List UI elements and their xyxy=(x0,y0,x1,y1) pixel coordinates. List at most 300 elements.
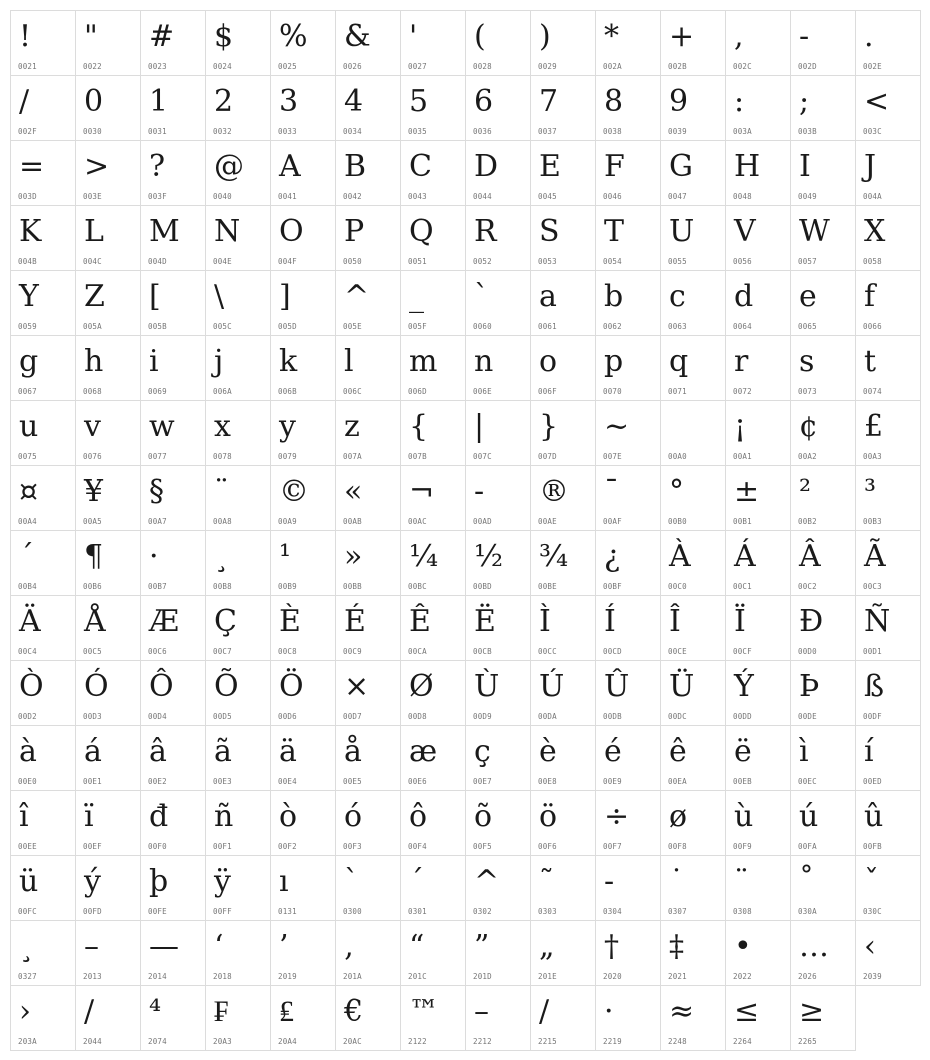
glyph-character: ‡ xyxy=(669,929,684,964)
unicode-code-label: 0037 xyxy=(538,127,557,136)
glyph-character: \ xyxy=(214,279,225,314)
glyph-cell[interactable] xyxy=(205,400,271,466)
glyph-cell[interactable] xyxy=(400,270,466,336)
glyph-cell[interactable] xyxy=(465,855,531,921)
unicode-code-label: 0028 xyxy=(473,62,492,71)
glyph-cell[interactable] xyxy=(855,270,921,336)
glyph-cell[interactable] xyxy=(140,790,206,856)
glyph-cell[interactable] xyxy=(205,790,271,856)
glyph-cell[interactable] xyxy=(660,75,726,141)
glyph-character: ` xyxy=(474,279,489,314)
glyph-cell[interactable] xyxy=(335,660,401,726)
glyph-cell[interactable] xyxy=(855,10,921,76)
glyph-cell[interactable] xyxy=(790,660,856,726)
glyph-character: R xyxy=(474,214,497,249)
glyph-character: ~ xyxy=(604,409,630,444)
glyph-character: 3 xyxy=(279,84,299,119)
glyph-cell[interactable] xyxy=(530,205,596,271)
glyph-cell[interactable] xyxy=(400,335,466,401)
glyph-cell[interactable] xyxy=(335,790,401,856)
glyph-cell[interactable] xyxy=(270,140,336,206)
glyph-cell[interactable] xyxy=(75,270,141,336)
glyph-character: ¬ xyxy=(409,474,435,509)
glyph-cell[interactable] xyxy=(855,140,921,206)
glyph-cell[interactable] xyxy=(75,985,141,1051)
glyph-character: ^ xyxy=(344,279,370,314)
glyph-cell[interactable] xyxy=(790,140,856,206)
glyph-cell[interactable] xyxy=(790,595,856,661)
glyph-cell[interactable] xyxy=(465,725,531,791)
glyph-cell[interactable] xyxy=(725,140,791,206)
unicode-code-label: 00DA xyxy=(538,712,557,721)
glyph-cell[interactable] xyxy=(400,465,466,531)
unicode-code-label: 00D5 xyxy=(213,712,232,721)
glyph-cell[interactable] xyxy=(75,10,141,76)
glyph-cell[interactable] xyxy=(530,660,596,726)
glyph-character: D xyxy=(474,149,499,184)
glyph-cell[interactable] xyxy=(595,530,661,596)
glyph-cell[interactable] xyxy=(790,270,856,336)
glyph-cell[interactable] xyxy=(725,790,791,856)
glyph-cell[interactable] xyxy=(595,205,661,271)
glyph-cell[interactable] xyxy=(140,725,206,791)
glyph-cell[interactable] xyxy=(140,530,206,596)
glyph-cell[interactable] xyxy=(530,400,596,466)
glyph-cell[interactable] xyxy=(725,335,791,401)
glyph-cell[interactable] xyxy=(660,465,726,531)
unicode-code-label: 005E xyxy=(343,322,362,331)
glyph-cell[interactable] xyxy=(10,10,76,76)
glyph-cell[interactable] xyxy=(10,465,76,531)
glyph-cell[interactable] xyxy=(855,335,921,401)
glyph-cell[interactable] xyxy=(335,855,401,921)
glyph-cell[interactable] xyxy=(465,335,531,401)
glyph-cell[interactable] xyxy=(270,725,336,791)
glyph-cell[interactable] xyxy=(725,855,791,921)
glyph-cell[interactable] xyxy=(400,595,466,661)
glyph-cell[interactable] xyxy=(530,855,596,921)
glyph-cell[interactable] xyxy=(465,660,531,726)
glyph-cell[interactable] xyxy=(725,660,791,726)
unicode-code-label: 00E4 xyxy=(278,777,297,786)
glyph-character: V xyxy=(734,214,756,249)
glyph-cell[interactable] xyxy=(270,75,336,141)
glyph-character: g xyxy=(19,344,39,379)
glyph-cell[interactable] xyxy=(205,595,271,661)
glyph-cell[interactable] xyxy=(140,465,206,531)
unicode-code-label: 0073 xyxy=(798,387,817,396)
glyph-character: ¶ xyxy=(84,539,104,574)
unicode-code-label: 00CE xyxy=(668,647,687,656)
glyph-cell[interactable] xyxy=(725,920,791,986)
glyph-cell[interactable] xyxy=(140,270,206,336)
glyph-cell[interactable] xyxy=(790,725,856,791)
glyph-cell[interactable] xyxy=(10,725,76,791)
glyph-cell[interactable] xyxy=(725,270,791,336)
unicode-code-label: 00A3 xyxy=(863,452,882,461)
glyph-cell[interactable] xyxy=(75,855,141,921)
glyph-character: $ xyxy=(214,19,234,54)
glyph-cell[interactable] xyxy=(465,790,531,856)
unicode-code-label: 0077 xyxy=(148,452,167,461)
unicode-code-label: 00B7 xyxy=(148,582,167,591)
glyph-cell[interactable] xyxy=(10,75,76,141)
glyph-cell[interactable] xyxy=(660,140,726,206)
glyph-cell[interactable] xyxy=(75,335,141,401)
glyph-cell[interactable] xyxy=(725,205,791,271)
glyph-cell[interactable] xyxy=(400,10,466,76)
glyph-cell[interactable] xyxy=(75,530,141,596)
unicode-code-label: 0036 xyxy=(473,127,492,136)
glyph-character: “ xyxy=(409,929,425,964)
glyph-character: ò xyxy=(279,799,298,834)
unicode-code-label: 00A4 xyxy=(18,517,37,526)
glyph-cell[interactable] xyxy=(660,790,726,856)
unicode-code-label: 0042 xyxy=(343,192,362,201)
glyph-cell[interactable] xyxy=(75,400,141,466)
glyph-character: ’ xyxy=(279,929,289,964)
glyph-cell[interactable] xyxy=(10,140,76,206)
glyph-cell[interactable] xyxy=(595,595,661,661)
glyph-cell[interactable] xyxy=(725,465,791,531)
glyph-cell[interactable] xyxy=(465,920,531,986)
glyph-cell[interactable] xyxy=(205,660,271,726)
glyph-cell[interactable] xyxy=(790,985,856,1051)
glyph-cell[interactable] xyxy=(855,855,921,921)
glyph-cell[interactable] xyxy=(335,595,401,661)
glyph-cell[interactable] xyxy=(270,595,336,661)
glyph-cell[interactable] xyxy=(530,725,596,791)
glyph-cell[interactable] xyxy=(725,75,791,141)
glyph-cell[interactable] xyxy=(790,335,856,401)
glyph-cell[interactable] xyxy=(10,595,76,661)
glyph-cell[interactable] xyxy=(790,465,856,531)
glyph-cell[interactable] xyxy=(400,790,466,856)
glyph-cell[interactable] xyxy=(270,465,336,531)
glyph-cell[interactable] xyxy=(400,855,466,921)
unicode-code-label: 00DD xyxy=(733,712,752,721)
glyph-cell[interactable] xyxy=(855,920,921,986)
glyph-character: ¸ xyxy=(19,929,34,964)
glyph-cell[interactable] xyxy=(855,660,921,726)
unicode-code-label: 0041 xyxy=(278,192,297,201)
glyph-cell[interactable] xyxy=(790,75,856,141)
glyph-cell[interactable] xyxy=(270,920,336,986)
glyph-cell[interactable] xyxy=(75,140,141,206)
glyph-cell[interactable] xyxy=(140,205,206,271)
glyph-cell[interactable] xyxy=(855,75,921,141)
glyph-cell[interactable] xyxy=(725,595,791,661)
glyph-cell[interactable] xyxy=(10,270,76,336)
glyph-cell[interactable] xyxy=(270,10,336,76)
glyph-character: 5 xyxy=(409,84,429,119)
glyph-character: Î xyxy=(669,604,681,639)
glyph-character: b xyxy=(604,279,624,314)
glyph-cell[interactable] xyxy=(855,400,921,466)
glyph-cell[interactable] xyxy=(335,920,401,986)
unicode-code-label: 004E xyxy=(213,257,232,266)
glyph-cell[interactable] xyxy=(530,270,596,336)
glyph-cell[interactable] xyxy=(75,660,141,726)
unicode-code-label: 007D xyxy=(538,452,557,461)
glyph-cell[interactable] xyxy=(335,725,401,791)
glyph-cell[interactable] xyxy=(335,530,401,596)
glyph-cell[interactable] xyxy=(335,205,401,271)
glyph-cell[interactable] xyxy=(595,725,661,791)
glyph-cell[interactable] xyxy=(205,530,271,596)
glyph-cell[interactable] xyxy=(335,400,401,466)
glyph-cell[interactable] xyxy=(400,985,466,1051)
glyph-cell[interactable] xyxy=(270,530,336,596)
glyph-cell[interactable] xyxy=(205,140,271,206)
glyph-cell[interactable] xyxy=(400,920,466,986)
glyph-character: È xyxy=(279,604,301,639)
glyph-cell[interactable] xyxy=(660,725,726,791)
glyph-cell[interactable] xyxy=(400,725,466,791)
glyph-character: ã xyxy=(214,734,232,769)
glyph-cell[interactable] xyxy=(660,855,726,921)
glyph-character: « xyxy=(344,474,363,509)
glyph-character: ù xyxy=(734,799,754,834)
glyph-cell[interactable] xyxy=(140,140,206,206)
glyph-cell[interactable] xyxy=(335,465,401,531)
glyph-cell[interactable] xyxy=(10,400,76,466)
glyph-character: õ xyxy=(474,799,493,834)
glyph-cell[interactable] xyxy=(790,205,856,271)
glyph-character: c xyxy=(669,279,686,314)
glyph-cell[interactable] xyxy=(725,725,791,791)
glyph-cell[interactable] xyxy=(270,985,336,1051)
glyph-cell[interactable] xyxy=(595,270,661,336)
unicode-code-label: 00AE xyxy=(538,517,557,526)
glyph-cell[interactable] xyxy=(660,270,726,336)
glyph-cell[interactable] xyxy=(725,985,791,1051)
glyph-cell[interactable] xyxy=(270,660,336,726)
glyph-cell[interactable] xyxy=(595,920,661,986)
glyph-character: Ý xyxy=(734,669,754,704)
glyph-cell[interactable] xyxy=(10,985,76,1051)
glyph-cell[interactable] xyxy=(270,790,336,856)
glyph-cell[interactable] xyxy=(140,595,206,661)
glyph-cell[interactable] xyxy=(335,10,401,76)
glyph-cell[interactable] xyxy=(595,140,661,206)
glyph-cell[interactable] xyxy=(465,530,531,596)
glyph-cell[interactable] xyxy=(660,400,726,466)
glyph-cell[interactable] xyxy=(140,75,206,141)
glyph-cell[interactable] xyxy=(595,790,661,856)
glyph-character: ü xyxy=(19,864,39,899)
unicode-code-label: 00ED xyxy=(863,777,882,786)
glyph-cell[interactable] xyxy=(10,660,76,726)
glyph-character: É xyxy=(344,604,366,639)
glyph-cell[interactable] xyxy=(10,920,76,986)
glyph-cell[interactable] xyxy=(270,855,336,921)
glyph-cell[interactable] xyxy=(75,790,141,856)
glyph-cell[interactable] xyxy=(595,335,661,401)
glyph-cell[interactable] xyxy=(75,205,141,271)
glyph-character: [ xyxy=(149,279,161,314)
glyph-cell[interactable] xyxy=(10,855,76,921)
glyph-cell[interactable] xyxy=(140,985,206,1051)
glyph-cell[interactable] xyxy=(595,465,661,531)
glyph-cell[interactable] xyxy=(140,10,206,76)
glyph-cell[interactable] xyxy=(660,335,726,401)
glyph-cell[interactable] xyxy=(140,660,206,726)
unicode-code-label: 003F xyxy=(148,192,167,201)
glyph-cell[interactable] xyxy=(10,530,76,596)
glyph-character: ì xyxy=(799,734,809,769)
glyph-character: J xyxy=(864,149,877,184)
glyph-character: ø xyxy=(669,799,688,834)
glyph-cell[interactable] xyxy=(270,335,336,401)
glyph-cell[interactable] xyxy=(660,595,726,661)
glyph-cell[interactable] xyxy=(400,400,466,466)
glyph-cell[interactable] xyxy=(205,985,271,1051)
glyph-cell[interactable] xyxy=(595,985,661,1051)
glyph-cell[interactable] xyxy=(140,855,206,921)
glyph-cell[interactable] xyxy=(855,595,921,661)
glyph-cell[interactable] xyxy=(270,205,336,271)
glyph-cell[interactable] xyxy=(75,725,141,791)
glyph-cell[interactable] xyxy=(725,530,791,596)
unicode-code-label: 0053 xyxy=(538,257,557,266)
glyph-cell[interactable] xyxy=(530,465,596,531)
glyph-cell[interactable] xyxy=(10,205,76,271)
glyph-cell[interactable] xyxy=(335,335,401,401)
glyph-cell[interactable] xyxy=(205,10,271,76)
glyph-cell[interactable] xyxy=(790,790,856,856)
glyph-cell[interactable] xyxy=(530,140,596,206)
glyph-cell[interactable] xyxy=(530,985,596,1051)
unicode-code-label: 00B0 xyxy=(668,517,687,526)
glyph-cell[interactable] xyxy=(205,725,271,791)
glyph-cell[interactable] xyxy=(205,855,271,921)
glyph-cell[interactable] xyxy=(205,335,271,401)
glyph-cell[interactable] xyxy=(660,205,726,271)
glyph-cell[interactable] xyxy=(530,920,596,986)
glyph-cell[interactable] xyxy=(400,75,466,141)
glyph-cell[interactable] xyxy=(595,10,661,76)
glyph-character: ¢ xyxy=(799,409,819,444)
glyph-cell[interactable] xyxy=(205,920,271,986)
glyph-cell[interactable] xyxy=(530,335,596,401)
glyph-character: ? xyxy=(149,149,166,184)
glyph-cell[interactable] xyxy=(205,205,271,271)
glyph-cell[interactable] xyxy=(335,270,401,336)
glyph-cell[interactable] xyxy=(465,400,531,466)
glyph-cell[interactable] xyxy=(530,10,596,76)
glyph-cell[interactable] xyxy=(855,465,921,531)
glyph-cell[interactable] xyxy=(75,465,141,531)
unicode-code-label: 20AC xyxy=(343,1037,362,1046)
glyph-cell[interactable] xyxy=(530,75,596,141)
glyph-character: m xyxy=(409,344,438,379)
glyph-cell[interactable] xyxy=(855,205,921,271)
glyph-cell[interactable] xyxy=(855,530,921,596)
glyph-cell[interactable] xyxy=(75,920,141,986)
glyph-cell[interactable] xyxy=(335,140,401,206)
glyph-cell[interactable] xyxy=(400,660,466,726)
glyph-cell[interactable] xyxy=(855,790,921,856)
glyph-cell[interactable] xyxy=(660,920,726,986)
glyph-cell[interactable] xyxy=(855,725,921,791)
unicode-code-label: 0327 xyxy=(18,972,37,981)
glyph-character: ˇ xyxy=(864,864,879,899)
glyph-character: Ò xyxy=(19,669,44,704)
glyph-cell[interactable] xyxy=(790,530,856,596)
glyph-cell[interactable] xyxy=(530,790,596,856)
unicode-code-label: 2021 xyxy=(668,972,687,981)
glyph-cell[interactable] xyxy=(205,465,271,531)
unicode-code-label: 0051 xyxy=(408,257,427,266)
glyph-cell[interactable] xyxy=(660,660,726,726)
glyph-cell[interactable] xyxy=(725,400,791,466)
glyph-cell[interactable] xyxy=(465,595,531,661)
glyph-cell[interactable] xyxy=(660,530,726,596)
glyph-cell[interactable] xyxy=(595,400,661,466)
glyph-character: · xyxy=(149,539,159,574)
unicode-code-label: 0075 xyxy=(18,452,37,461)
unicode-code-label: 20A3 xyxy=(213,1037,232,1046)
unicode-code-label: 0045 xyxy=(538,192,557,201)
unicode-code-label: 00EE xyxy=(18,842,37,851)
glyph-cell[interactable] xyxy=(465,75,531,141)
glyph-cell[interactable] xyxy=(270,270,336,336)
glyph-cell[interactable] xyxy=(75,595,141,661)
glyph-cell[interactable] xyxy=(660,10,726,76)
glyph-character: û xyxy=(864,799,884,834)
glyph-cell[interactable] xyxy=(205,270,271,336)
glyph-cell[interactable] xyxy=(10,335,76,401)
glyph-cell[interactable] xyxy=(465,985,531,1051)
glyph-cell[interactable] xyxy=(10,790,76,856)
glyph-cell[interactable] xyxy=(335,75,401,141)
glyph-cell[interactable] xyxy=(465,465,531,531)
glyph-cell[interactable] xyxy=(140,335,206,401)
glyph-cell[interactable] xyxy=(335,985,401,1051)
glyph-cell[interactable] xyxy=(400,530,466,596)
glyph-cell[interactable] xyxy=(530,595,596,661)
glyph-cell[interactable] xyxy=(465,140,531,206)
glyph-cell[interactable] xyxy=(270,400,336,466)
glyph-cell[interactable] xyxy=(790,400,856,466)
unicode-code-label: 00EC xyxy=(798,777,817,786)
glyph-cell[interactable] xyxy=(465,205,531,271)
glyph-character: } xyxy=(539,409,559,444)
glyph-character: ï xyxy=(84,799,94,834)
glyph-cell[interactable] xyxy=(595,855,661,921)
glyph-cell[interactable] xyxy=(595,75,661,141)
glyph-cell[interactable] xyxy=(465,10,531,76)
glyph-character: W xyxy=(799,214,830,249)
unicode-code-label: 00BC xyxy=(408,582,427,591)
glyph-cell[interactable] xyxy=(140,400,206,466)
glyph-cell[interactable] xyxy=(75,75,141,141)
glyph-character: ½ xyxy=(474,539,504,574)
glyph-cell[interactable] xyxy=(140,920,206,986)
glyph-cell[interactable] xyxy=(465,270,531,336)
glyph-cell[interactable] xyxy=(595,660,661,726)
glyph-cell[interactable] xyxy=(790,920,856,986)
glyph-cell[interactable] xyxy=(725,10,791,76)
glyph-cell[interactable] xyxy=(205,75,271,141)
glyph-cell[interactable] xyxy=(790,10,856,76)
glyph-cell[interactable] xyxy=(530,530,596,596)
glyph-cell[interactable] xyxy=(400,205,466,271)
glyph-cell[interactable] xyxy=(400,140,466,206)
glyph-cell[interactable] xyxy=(790,855,856,921)
glyph-cell[interactable] xyxy=(660,985,726,1051)
